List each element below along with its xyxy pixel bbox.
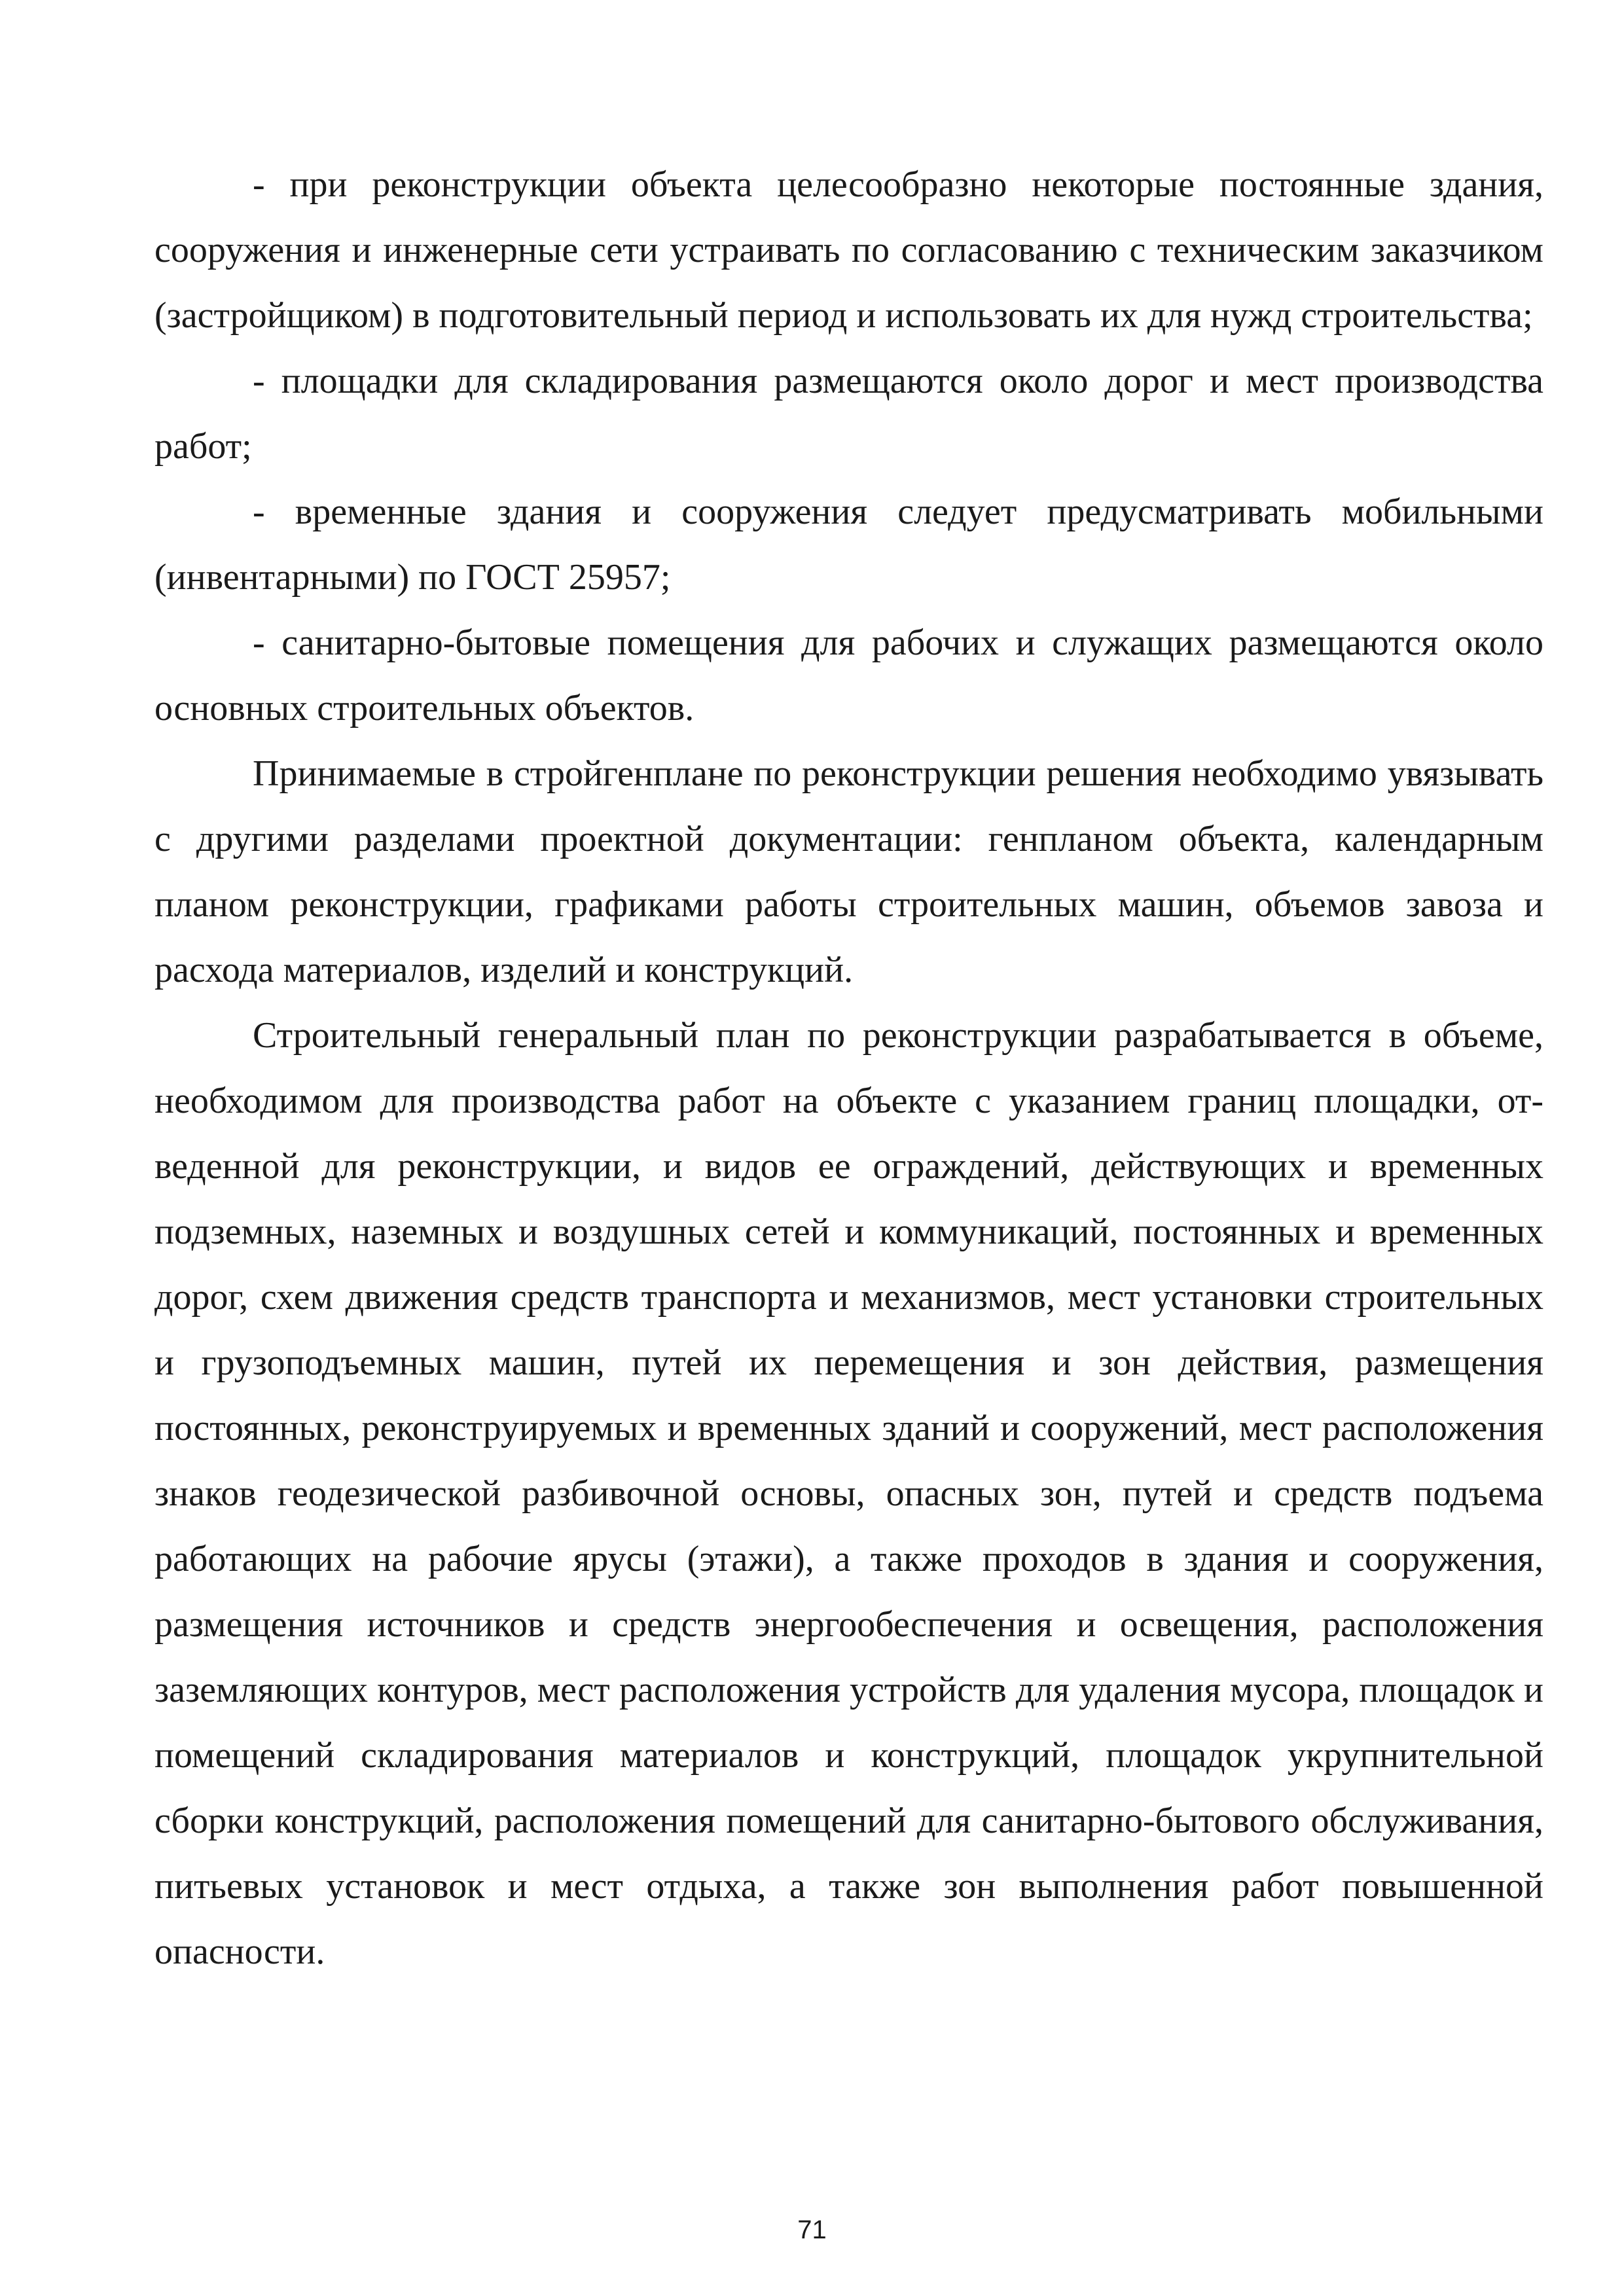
page-number: 71 <box>797 2215 827 2244</box>
paragraph-sanitary-rooms: - санитарно-бытовые помещения для рабочих и служащих размещаются около основных строительных объектов. <box>154 622 1543 728</box>
paragraph-temporary-buildings: - временные здания и сооружения следует предусматривать мобильными (инвентарными) по ГОСТ 25957; <box>154 492 1543 598</box>
paragraph-reconstruction-permanent-buildings: - при реконструкции объекта целесообразно некоторые постоянные здания, сооружения и инженерные сети устраивать по согласованию с техническим заказчиком (застройщиком) в подготовительный период и использовать их для нужд строительства; <box>154 164 1543 336</box>
paragraph-construction-master-plan: Строительный генеральный план по реконструкции разрабатывается в объеме, необходимом для производства работ на объекте с указанием границ площадки, отведенной для реконструкции, и видов ее ограждений, действующих и временных подземных, наземных и воздушных сетей и коммуникаций, постоянных и временных дорог, схем движения средств транспорта и механизмов, мест установки строительных и грузоподъемных машин, путей их перемещения и зон действия, размещения постоянных, реконструируемых и временных зданий и сооружений, мест расположения знаков геодезической разбивочной основы, опасных зон, путей и средств подъема работающих на рабочие ярусы (этажи), а также проходов в здания и сооружения, размещения источников и средств энергообеспечения и освещения, расположения заземляющих контуров, мест расположения устройств для удаления мусора, площадок и помещений складирования материалов и конструкций, площадок укрупнительной сборки конструкций, расположения помещений для санитарно-бытового обслуживания, питьевых установок и мест отдыха, а также зон выполнения работ повышенной опасности. <box>154 1015 1543 1972</box>
paragraph-storage-areas: - площадки для складирования размещаются около дорог и мест производства работ; <box>154 361 1543 467</box>
paragraph-linking-sections: Принимаемые в стройгенплане по реконструкции решения необходимо увязывать с другими разделами проектной документации: генпланом объекта, календарным планом реконструкции, графиками работы строительных машин, объемов завоза и расхода материалов, изделий и конструкций. <box>154 753 1543 990</box>
body-text <box>154 152 1543 1984</box>
